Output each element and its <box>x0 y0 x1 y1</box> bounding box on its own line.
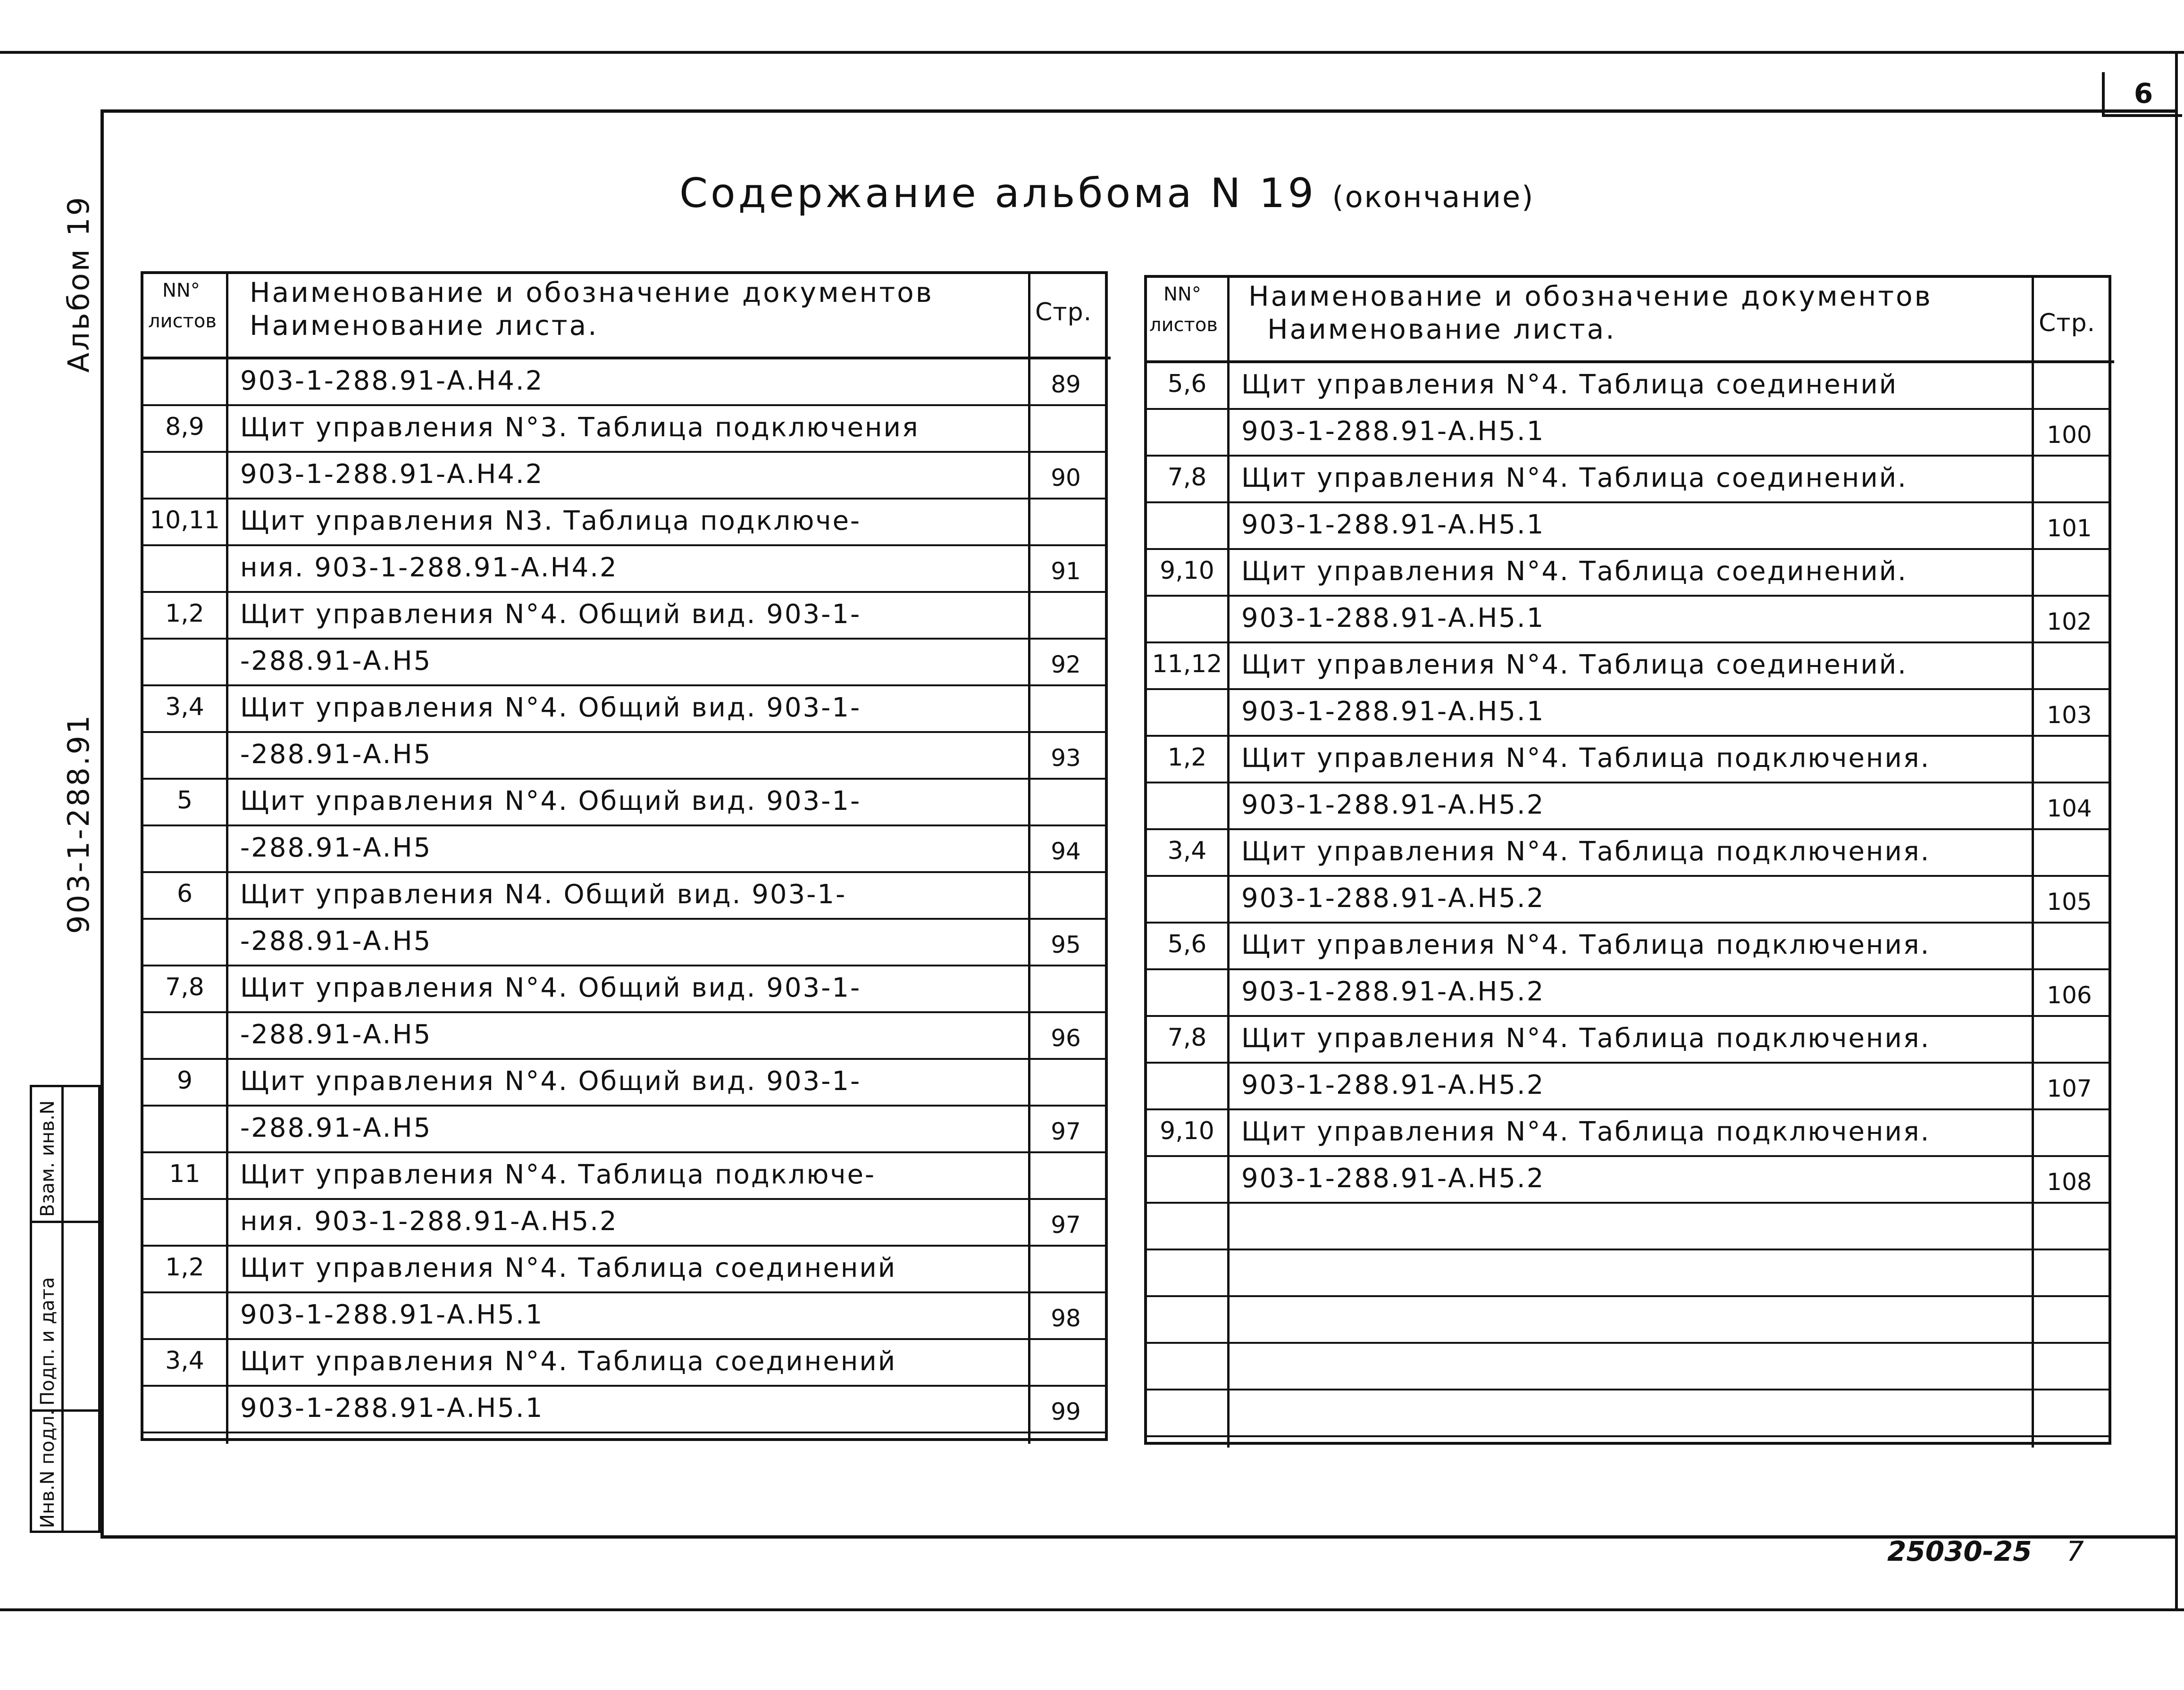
row-document-name: -288.91-А.Н5 <box>240 646 432 676</box>
row-divider <box>1147 1202 2109 1204</box>
row-sheet-number: 9,10 <box>1160 1117 1214 1145</box>
header-name-line2: Наименование листа. <box>250 309 599 341</box>
row-divider <box>1147 1295 2109 1297</box>
row-document-name: ния. 903-1-288.91-А.Н5.2 <box>240 1206 618 1237</box>
row-document-name: Щит управления N°4. Таблица подключения. <box>1241 1116 1931 1147</box>
row-sheet-number: 3,4 <box>165 693 204 721</box>
row-document-name: Щит управления N°4. Таблица соединений. <box>1241 649 1908 680</box>
row-divider <box>1147 828 2109 830</box>
page-title <box>679 170 1534 217</box>
row-divider <box>143 1338 1106 1340</box>
row-page-number: 108 <box>2047 1168 2092 1196</box>
row-document-name: 903-1-288.91-А.Н5.2 <box>1241 1163 1545 1194</box>
row-page-number: 99 <box>1051 1398 1081 1425</box>
row-divider <box>1147 595 2109 597</box>
row-document-name: Щит управления N°3. Таблица подключения <box>240 412 920 443</box>
row-divider <box>143 404 1106 406</box>
row-document-name: -288.91-А.Н5 <box>240 1019 432 1050</box>
row-document-name: Щит управления N°4. Общий вид. 903-1- <box>240 973 862 1003</box>
row-divider <box>1147 1249 2109 1250</box>
row-document-name: 903-1-288.91-А.Н5.1 <box>240 1393 544 1424</box>
header-page: Стр. <box>1035 298 1092 326</box>
row-sheet-number: 11,12 <box>1152 650 1222 678</box>
row-page-number: 103 <box>2047 701 2092 729</box>
row-document-name: Щит управления N°4. Таблица соединений. <box>1241 556 1908 587</box>
row-page-number: 94 <box>1051 838 1081 865</box>
row-divider <box>1147 1155 2109 1157</box>
header-name-line2: Наименование листа. <box>1267 313 1616 345</box>
row-page-number: 102 <box>2047 608 2092 635</box>
row-document-name: 903-1-288.91-А.Н5.1 <box>1241 416 1545 447</box>
contents-table-left <box>141 271 1108 1441</box>
row-sheet-number: 3,4 <box>165 1347 204 1375</box>
row-sheet-number: 1,2 <box>165 599 204 628</box>
row-divider <box>143 1105 1106 1107</box>
row-divider <box>143 451 1106 453</box>
row-divider <box>1147 501 2109 503</box>
row-document-name: Щит управления N°4. Таблица подключения. <box>1241 1023 1931 1054</box>
row-document-name: 903-1-288.91-А.Н5.2 <box>1241 883 1545 914</box>
row-sheet-number: 1,2 <box>165 1253 204 1282</box>
contents-table-right <box>1144 275 2111 1445</box>
row-document-name: Щит управления N°4. Таблица подключения. <box>1241 836 1931 867</box>
row-document-name: Щит управления N°4. Таблица подключения. <box>1241 743 1931 774</box>
row-sheet-number: 11 <box>169 1160 201 1188</box>
row-sheet-number: 9,10 <box>1160 557 1214 585</box>
row-divider <box>1147 548 2109 550</box>
row-document-name: 903-1-288.91-А.Н5.1 <box>1241 603 1545 633</box>
header-name-line1: Наименование и обозначение документов <box>1248 280 1933 312</box>
row-divider <box>1147 735 2109 737</box>
row-sheet-number: 8,9 <box>165 413 204 441</box>
title-main: Содержание альбома N 19 <box>679 170 1317 217</box>
row-page-number: 105 <box>2047 888 2092 916</box>
row-page-number: 91 <box>1051 558 1081 585</box>
row-document-name: Щит управления N°4. Таблица соединений <box>240 1253 897 1283</box>
row-divider <box>143 1245 1106 1247</box>
row-document-name: Щит управления N°4. Таблица соединений. <box>1241 463 1908 493</box>
row-page-number: 97 <box>1051 1211 1081 1239</box>
row-divider <box>143 1151 1106 1153</box>
row-sheet-number: 5,6 <box>1167 370 1207 398</box>
row-page-number: 104 <box>2047 795 2092 822</box>
row-document-name: 903-1-288.91-А.Н4.2 <box>240 459 544 490</box>
row-divider <box>143 544 1106 546</box>
stamp-divider <box>61 1087 64 1531</box>
row-divider <box>143 778 1106 780</box>
approval-stamp <box>30 1085 100 1533</box>
row-divider <box>143 498 1106 500</box>
row-divider <box>143 684 1106 686</box>
row-sheet-number: 3,4 <box>1167 837 1207 865</box>
row-divider <box>143 1385 1106 1387</box>
row-divider <box>1147 408 2109 410</box>
row-sheet-number: 5 <box>176 786 193 815</box>
sheet-top-edge <box>0 51 2184 54</box>
row-document-name: Щит управления N°4. Общий вид. 903-1- <box>240 1066 862 1097</box>
row-page-number: 101 <box>2047 515 2092 542</box>
row-sheet-number: 10,11 <box>150 506 220 534</box>
col-divider <box>1227 278 1230 1448</box>
row-divider <box>143 1058 1106 1060</box>
stamp-label-replace: Взам. инв.N <box>37 1100 59 1217</box>
row-sheet-number: 7,8 <box>1167 1024 1207 1052</box>
row-sheet-number: 6 <box>176 880 193 908</box>
header-num-line1: NN° <box>162 280 200 301</box>
row-divider <box>1147 875 2109 877</box>
row-divider <box>1147 455 2109 457</box>
row-page-number: 90 <box>1051 464 1081 491</box>
row-sheet-number: 9 <box>176 1066 193 1095</box>
row-document-name: Щит управления N°4. Общий вид. 903-1- <box>240 786 862 816</box>
row-divider <box>1147 968 2109 970</box>
row-document-name: Щит управления N°4. Таблица подключе- <box>240 1159 876 1190</box>
row-document-name: 903-1-288.91-А.Н5.2 <box>1241 1070 1545 1100</box>
row-document-name: 903-1-288.91-А.Н4.2 <box>240 366 544 396</box>
row-page-number: 106 <box>2047 982 2092 1009</box>
row-page-number: 100 <box>2047 421 2092 449</box>
document-code: 25030-25 <box>1887 1535 2032 1567</box>
side-designation-label: 903-1-288.91 <box>61 713 96 934</box>
row-divider <box>1147 1389 2109 1390</box>
row-document-name: 903-1-288.91-А.Н5.1 <box>1241 509 1545 540</box>
row-page-number: 89 <box>1051 371 1081 398</box>
row-divider <box>143 1011 1106 1013</box>
header-num-line2: листов <box>148 310 217 332</box>
side-album-label: Альбом 19 <box>61 195 96 373</box>
row-divider <box>1147 1108 2109 1110</box>
row-sheet-number: 5,6 <box>1167 930 1207 958</box>
row-divider <box>1147 641 2109 643</box>
row-document-name: Щит управления N°4. Таблица соединений <box>240 1346 897 1377</box>
header-num-line2: листов <box>1149 314 1218 336</box>
row-page-number: 95 <box>1051 931 1081 958</box>
row-document-name: Щит управления N°4. Общий вид. 903-1- <box>240 599 862 630</box>
row-divider <box>143 1198 1106 1200</box>
stamp-label-sign-date: Подп. и дата <box>37 1277 59 1406</box>
row-document-name: Щит управления N4. Общий вид. 903-1- <box>240 879 847 910</box>
row-page-number: 107 <box>2047 1075 2092 1102</box>
row-sheet-number: 7,8 <box>165 973 204 1001</box>
row-document-name: -288.91-А.Н5 <box>240 926 432 957</box>
row-divider <box>1147 1062 2109 1064</box>
row-divider <box>1147 922 2109 924</box>
row-divider <box>143 824 1106 826</box>
row-divider <box>1147 1015 2109 1017</box>
row-divider <box>143 918 1106 920</box>
footer-page-number: 7 <box>2067 1535 2084 1567</box>
row-document-name: 903-1-288.91-А.Н5.2 <box>1241 790 1545 820</box>
row-page-number: 93 <box>1051 744 1081 772</box>
row-document-name: 903-1-288.91-А.Н5.1 <box>1241 696 1545 727</box>
row-document-name: Щит управления N3. Таблица подключе- <box>240 506 862 536</box>
header-name-line1: Наименование и обозначение документов <box>250 276 934 308</box>
row-document-name: 903-1-288.91-А.Н5.2 <box>1241 976 1545 1007</box>
header-divider <box>1147 360 2114 363</box>
stamp-divider <box>32 1221 98 1223</box>
row-sheet-number: 1,2 <box>1167 743 1207 772</box>
sheet-bottom-edge <box>0 1608 2184 1611</box>
row-sheet-number: 7,8 <box>1167 463 1207 491</box>
row-divider <box>143 871 1106 873</box>
row-document-name: Щит управления N°4. Общий вид. 903-1- <box>240 692 862 723</box>
col-divider <box>226 274 228 1444</box>
row-page-number: 96 <box>1051 1024 1081 1052</box>
row-document-name: ния. 903-1-288.91-А.Н4.2 <box>240 552 618 583</box>
row-divider <box>143 1291 1106 1293</box>
row-divider <box>143 731 1106 733</box>
row-document-name: 903-1-288.91-А.Н5.1 <box>240 1299 544 1330</box>
stamp-label-inventory: Инв.N подл. <box>37 1409 59 1528</box>
header-divider <box>143 357 1111 359</box>
row-divider <box>1147 782 2109 783</box>
row-page-number: 92 <box>1051 651 1081 678</box>
row-divider <box>1147 1342 2109 1344</box>
row-page-number: 98 <box>1051 1305 1081 1332</box>
header-page: Стр. <box>2039 309 2096 337</box>
row-divider <box>143 591 1106 593</box>
row-divider <box>143 638 1106 640</box>
row-page-number: 97 <box>1051 1118 1081 1145</box>
row-document-name: -288.91-А.Н5 <box>240 1113 432 1143</box>
row-divider <box>1147 1435 2109 1437</box>
row-divider <box>143 965 1106 966</box>
col-divider <box>2032 278 2034 1448</box>
title-suffix: (окончание) <box>1332 180 1535 214</box>
row-document-name: Щит управления N°4. Таблица соединений <box>1241 369 1898 400</box>
row-document-name: Щит управления N°4. Таблица подключения. <box>1241 930 1931 960</box>
header-num-line1: NN° <box>1163 283 1201 305</box>
row-divider <box>143 1432 1106 1433</box>
row-document-name: -288.91-А.Н5 <box>240 739 432 770</box>
row-document-name: -288.91-А.Н5 <box>240 833 432 863</box>
row-divider <box>1147 688 2109 690</box>
sheet-number-box: 6 <box>2102 72 2182 117</box>
